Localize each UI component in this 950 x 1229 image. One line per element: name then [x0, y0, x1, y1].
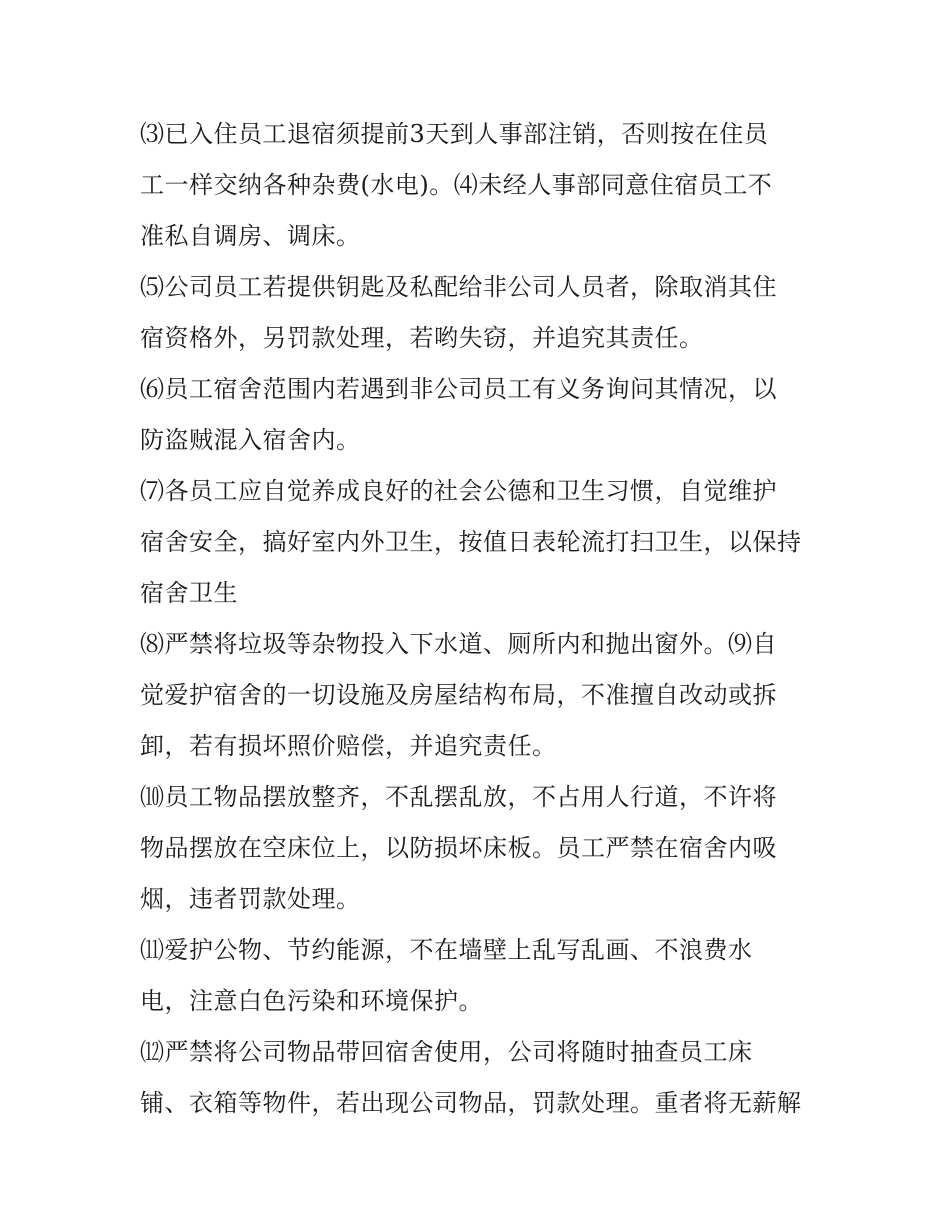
text-line: ⑸公司员工若提供钥匙及私配给非公司人员者，除取消其住	[140, 273, 777, 301]
text-line: ⑿严禁将公司物品带回宿舍使用，公司将随时抽查员工床	[140, 1038, 753, 1066]
body-text	[140, 109, 830, 1129]
text-line: ⑽员工物品摆放整齐，不乱摆乱放，不占用人行道，不许将	[140, 783, 777, 811]
text-line: ⑾爱护公物、节约能源，不在墙壁上乱写乱画、不浪费水	[140, 936, 753, 964]
text-line: ⑹员工宿舍范围内若遇到非公司员工有义务询问其情况，以	[140, 375, 777, 403]
text-line: 宿舍卫生	[140, 579, 238, 607]
text-line: ⑻严禁将垃圾等杂物投入下水道、厕所内和抛出窗外。⑼自	[140, 630, 777, 658]
text-line: 物品摆放在空床位上，以防损坏床板。员工严禁在宿舍内吸	[140, 834, 777, 862]
text-line: ⑶已入住员工退宿须提前3天到人事部注销，否则按在住员	[140, 120, 769, 148]
text-line: 工一样交纳各种杂费(水电)。⑷未经人事部同意住宿员工不	[140, 171, 773, 199]
text-line: 宿资格外，另罚款处理，若哟失窃，并追究其责任。	[140, 324, 704, 352]
text-line: 铺、衣箱等物件，若出现公司物品，罚款处理。重者将无薪解	[140, 1089, 802, 1117]
text-line: 宿舍安全，搞好室内外卫生，按值日表轮流打扫卫生，以保持	[140, 528, 802, 556]
text-line: 卸，若有损坏照价赔偿，并追究责任。	[140, 732, 557, 760]
text-line: ⑺各员工应自觉养成良好的社会公德和卫生习惯，自觉维护	[140, 477, 777, 505]
text-line: 电，注意白色污染和环境保护。	[140, 987, 483, 1015]
text-line: 烟，违者罚款处理。	[140, 885, 361, 913]
text-line: 觉爱护宿舍的一切设施及房屋结构布局，不准擅自改动或拆	[140, 681, 777, 709]
text-line: 防盗贼混入宿舍内。	[140, 426, 361, 454]
text-line: 准私自调房、调床。	[140, 222, 361, 250]
